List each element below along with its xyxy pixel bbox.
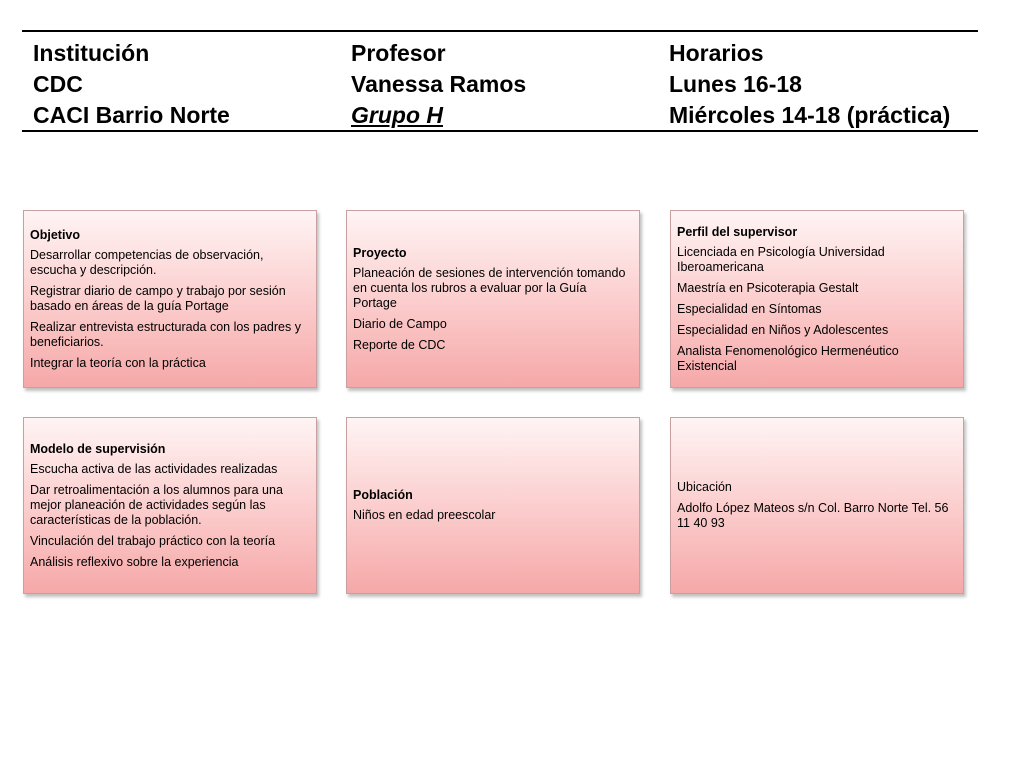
card-item: Dar retroalimentación a los alumnos para una mejor planeación de actividades según las características de la población. <box>30 482 283 527</box>
card-poblacion <box>346 417 640 594</box>
header-column-profesor <box>351 38 526 131</box>
header-value-profesor-name: Vanessa Ramos <box>351 71 527 97</box>
card-item: Ubicación <box>677 480 732 494</box>
card-item: Analista Fenomenológico Hermenéutico Existencial <box>677 343 899 373</box>
card-item: Diario de Campo <box>353 316 447 331</box>
header-value-caci: CACI Barrio Norte <box>33 102 230 128</box>
header-column-horarios <box>669 38 950 131</box>
card-item: Especialidad en Síntomas <box>677 301 822 316</box>
card-item: Desarrollar competencias de observación, escucha y descripción. <box>30 247 264 277</box>
header-value-miercoles: Miércoles 14-18 (práctica) <box>669 102 951 128</box>
card-title: Objetivo <box>30 227 81 242</box>
card-item: Licenciada en Psicología Universidad Iberoamericana <box>677 244 885 274</box>
card-ubicacion <box>670 417 964 594</box>
card-item: Integrar la teoría con la práctica <box>30 355 206 370</box>
card-item: Especialidad en Niños y Adolescentes <box>677 322 889 337</box>
card-objetivo <box>23 210 317 388</box>
card-item: Niños en edad preescolar <box>353 508 496 522</box>
card-title: Modelo de supervisión <box>30 441 166 456</box>
card-perfil-supervisor <box>670 210 964 388</box>
card-title: Perfil del supervisor <box>677 224 798 239</box>
card-item: Reporte de CDC <box>353 337 446 352</box>
card-item: Registrar diario de campo y trabajo por sesión basado en áreas de la guía Portage <box>30 283 286 313</box>
card-item: Análisis reflexivo sobre la experiencia <box>30 554 239 569</box>
header-value-lunes: Lunes 16-18 <box>669 71 802 97</box>
card-item: Adolfo López Mateos s/n Col. Barro Norte Tel. 56 11 40 93 <box>677 501 949 530</box>
header-value-grupo: Grupo H <box>351 102 443 128</box>
card-item: Realizar entrevista estructurada con los padres y beneficiarios. <box>30 319 301 349</box>
header-label-profesor: Profesor <box>351 40 446 66</box>
header-label-horarios: Horarios <box>669 40 764 66</box>
card-modelo-supervision <box>23 417 317 594</box>
card-item: Planeación de sesiones de intervención tomando en cuenta los rubros a evaluar por la Guía Portage <box>353 265 626 310</box>
header-column-institucion <box>33 38 230 131</box>
card-item: Vinculación del trabajo práctico con la teoría <box>30 533 276 548</box>
card-item: Escucha activa de las actividades realizadas <box>30 461 278 476</box>
card-item: Maestría en Psicoterapia Gestalt <box>677 280 859 295</box>
card-title: Población <box>353 488 413 502</box>
header-label-institucion: Institución <box>33 40 150 66</box>
card-proyecto <box>346 210 640 388</box>
header-value-cdc: CDC <box>33 71 83 97</box>
card-title: Proyecto <box>353 245 407 260</box>
header-table <box>22 30 978 132</box>
